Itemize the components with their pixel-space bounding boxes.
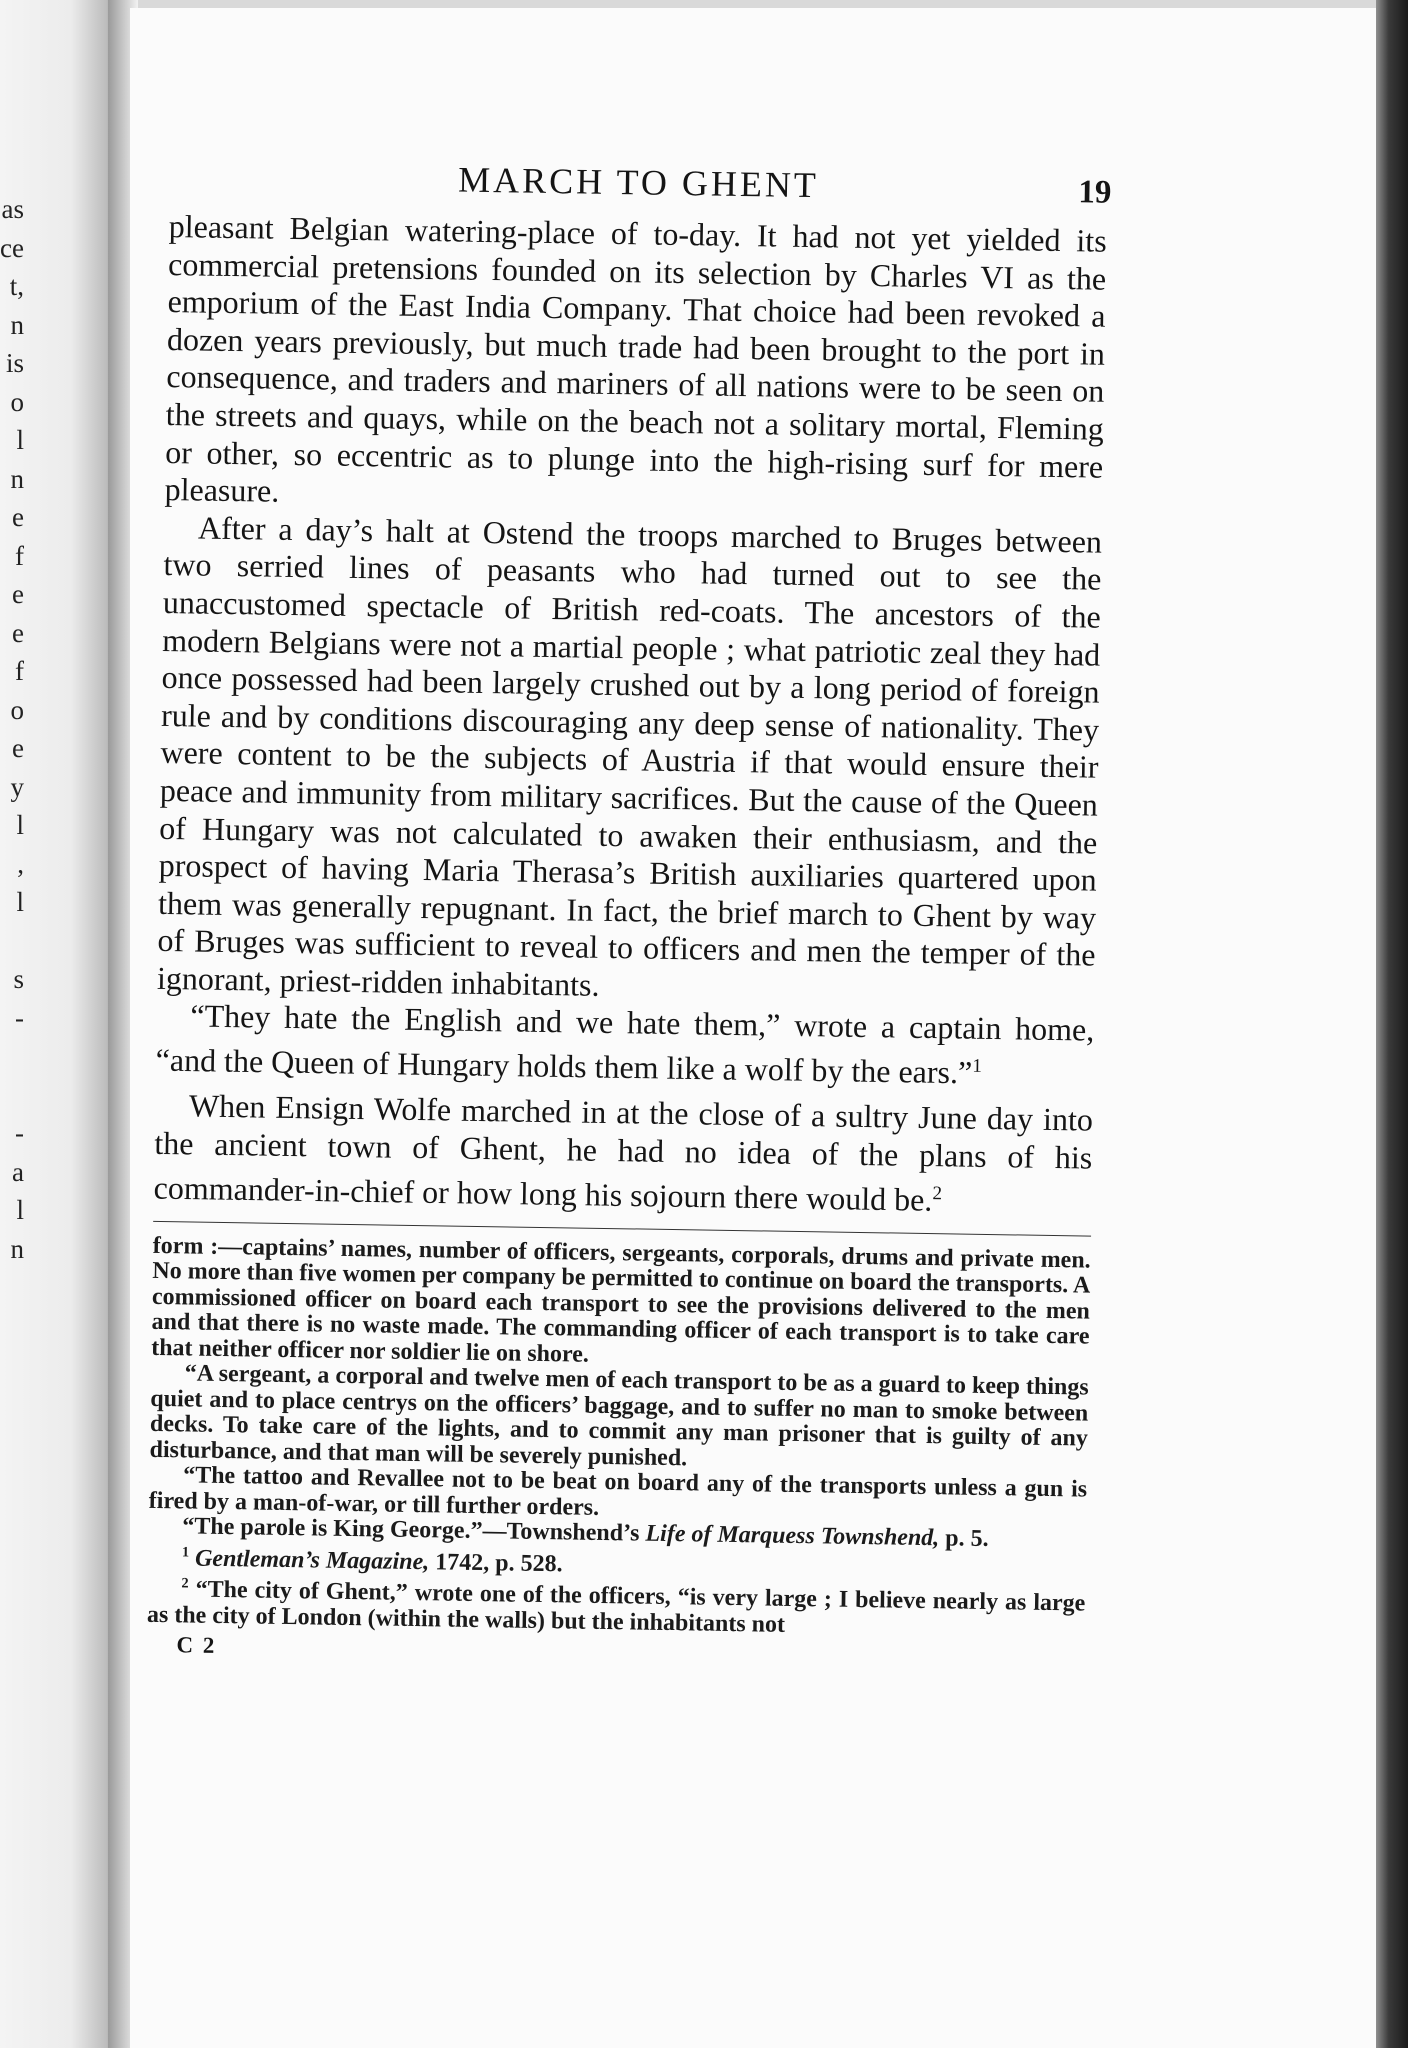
left-page-fragment — [0, 1076, 24, 1115]
left-page-fragment — [0, 1461, 24, 1500]
left-page-fragment: y — [10, 771, 24, 802]
body-paragraph: After a day’s halt at Ostend the troops marched to Bruges between two serried lines of peasants who had turned out to see the unaccustomed spectacle of British red-coats. The ancestors of the modern Belgians were not a martial people ; what patriotic zeal they had once possessed had been largely crushed out by a long period of foreign rule and by conditions discouraging any deep sense of nationality. They were content to be the subjects of Austria if that would ensure their peace and immunity from military sacrifices. But the cause of the Queen of Hungary was not calculated to awaken their enthusiasm, and the prospect of having Maria Therasa’s British auxiliaries quartered upon them was generally repugnant. In fact, the brief march to Ghent by way of Bruges was sufficient to reveal to officers and men the temper of the ignorant, priest-ridden inhabitants. — [156, 509, 1103, 1003]
left-page-fragment: o — [10, 694, 24, 725]
left-page-fragment: e — [12, 579, 24, 609]
footnote-quote: “The tattoo and Revallee not to be beat on board any of the transports unless a gun is fired by a man-of-war, or till further orders. — [148, 1462, 1088, 1521]
footnote-number: 2 — [181, 1575, 189, 1592]
footnote-ref: 1742, p. 528. — [429, 1548, 563, 1578]
footnote-marker: 2 — [932, 1182, 943, 1204]
left-page-fragment: f — [15, 656, 24, 686]
page-number: 19 — [1078, 174, 1112, 211]
footnote-page-ref: p. 5. — [939, 1525, 989, 1553]
left-page-fragment: e — [12, 502, 24, 532]
left-page-fragment: l — [16, 1195, 24, 1225]
left-page-fragment: , — [17, 848, 24, 879]
left-page-fragment: n — [10, 1233, 24, 1264]
left-page-fragment: as — [1, 194, 24, 224]
paragraph-text: When Ensign Wolfe marched in at the close of a sultry June day into the ancient town of Ghent, he had no idea of the plans of his commander-in-chief or how long his sojourn there would be. — [153, 1087, 1094, 1218]
left-page-fragment: t, — [9, 271, 24, 301]
quote-text: “They hate the English and we hate them,” wrote a captain home, “and the Queen of Hungary holds them like a wolf by the ears.” — [155, 997, 1095, 1091]
footnote-rule — [153, 1221, 1091, 1237]
body-paragraph — [153, 1087, 1093, 1221]
left-page-fragment: e — [12, 733, 24, 763]
footnote-number: 1 — [181, 1544, 190, 1561]
magazine-title: Gentleman’s Magazine, — [194, 1545, 430, 1575]
left-page-fragment — [0, 922, 24, 961]
left-page-fragment — [0, 1384, 24, 1423]
left-page-fragment: ce — [0, 232, 24, 263]
body-paragraph: pleasant Belgian watering-place of to-day. It had not yet yielded its commercial pretensions founded on its selection by Charles VI as the emporium of the East India Company. That choice had been revoked a dozen years previously, but much trade had been brought to the port in consequence, and traders and mariners of all nations were to be seen on the streets and quays, while on the beach not a solitary mortal, Fleming or other, so eccentric as to plunge into the high-rising surf for mere pleasure. — [164, 207, 1107, 509]
left-page-fragment: - — [15, 1002, 24, 1033]
left-page-fragment — [0, 1499, 24, 1538]
left-page — [0, 0, 118, 2048]
left-page-fragment — [0, 1307, 24, 1346]
left-page-fragment: n — [10, 309, 24, 340]
left-page-fragment — [0, 1345, 24, 1384]
left-page-fragment: l — [16, 425, 24, 455]
page-edge-shadow — [1376, 0, 1408, 2048]
left-page-fragment — [0, 1422, 24, 1461]
left-page-fragment: n — [10, 463, 24, 494]
body-paragraph — [155, 997, 1094, 1094]
left-page-fragment: l — [16, 887, 24, 917]
book-title: Life of Marquess Townshend, — [645, 1520, 940, 1552]
footnote-text: “The city of Ghent,” wrote one of the officers, “is very large ; I believe nearly as large as the city of London (within the walls) but the inhabitants not — [146, 1576, 1086, 1638]
running-title: MARCH TO GHENT — [457, 159, 820, 206]
left-page-fragment: a — [12, 1156, 24, 1187]
printer-signature: C 2 — [176, 1632, 217, 1659]
footnote-continuation: form :—captains’ names, number of officers, sergeants, corporals, drums and private men. No more than five women per company be permitted to continue on board the transports. A commissioned officer on board each transport to see the provisions delivered to the men and that there is no waste made. The commanding officer of each transport is to take care that neither officer nor soldier lie on shore. — [150, 1232, 1091, 1368]
footnote-marker: 1 — [972, 1055, 983, 1077]
left-page-fragment: e — [12, 617, 24, 648]
left-page-fragment: f — [15, 540, 24, 571]
left-page-fragment: - — [15, 1118, 24, 1148]
footnote-quote: “A sergeant, a corporal and twelve men of each transport to be as a guard to keep things quiet and to place centrys on the officers’ baggage, and to suffer no man to smoke between decks. To take care of the lights, and to commit any man prisoner that is guilty of any disturbance, and that man will be severely punished. — [149, 1360, 1089, 1472]
footnote-quote-text: “The parole is King George.”—Townshend’s — [182, 1513, 646, 1547]
left-page-fragment: o — [10, 386, 24, 417]
left-page-text-edge — [0, 190, 24, 1538]
left-page-fragment: s — [13, 964, 24, 994]
left-page-fragment — [0, 1268, 24, 1307]
page-content — [146, 150, 1112, 1673]
left-page-fragment: is — [5, 348, 24, 378]
left-page-fragment — [0, 1037, 24, 1076]
left-page-fragment: l — [16, 810, 24, 840]
